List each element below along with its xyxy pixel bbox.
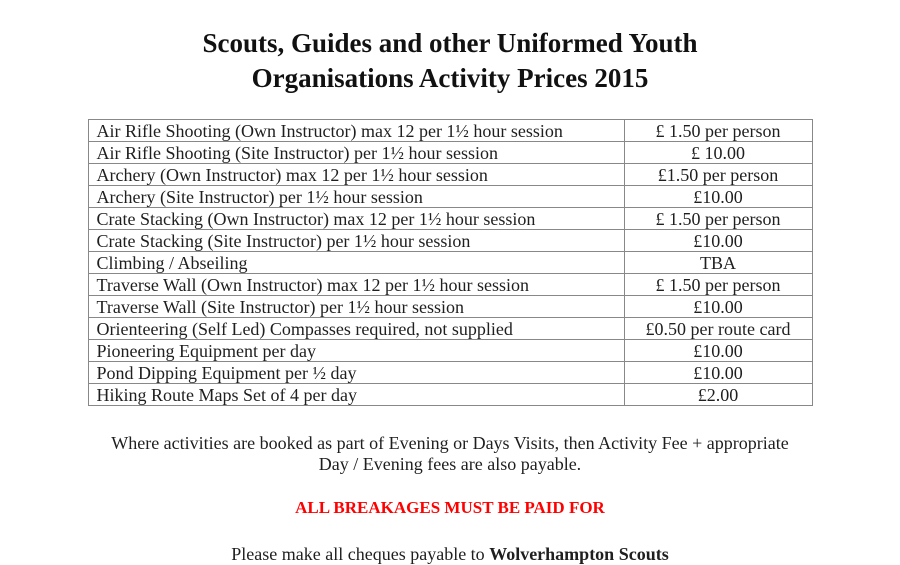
activity-cell: Archery (Own Instructor) max 12 per 1½ hour session xyxy=(88,164,624,186)
table-row xyxy=(88,384,812,406)
table-row xyxy=(88,362,812,384)
booking-note: Where activities are booked as part of Evening or Days Visits, then Activity Fee + appropriate Day / Evening fees are also payable. xyxy=(111,433,789,474)
activity-cell: Orienteering (Self Led) Compasses required, not supplied xyxy=(88,318,624,340)
table-row xyxy=(88,208,812,230)
table-row xyxy=(88,186,812,208)
price-cell: £ 1.50 per person xyxy=(624,120,812,142)
price-cell: £10.00 xyxy=(624,362,812,384)
activity-cell: Traverse Wall (Site Instructor) per 1½ hour session xyxy=(88,296,624,318)
price-cell: £10.00 xyxy=(624,186,812,208)
price-cell: £0.50 per route card xyxy=(624,318,812,340)
price-cell: £10.00 xyxy=(624,296,812,318)
table-row xyxy=(88,340,812,362)
activity-cell: Pond Dipping Equipment per ½ day xyxy=(88,362,624,384)
activity-cell: Air Rifle Shooting (Site Instructor) per 1½ hour session xyxy=(88,142,624,164)
page-title-line2: Organisations Activity Prices 2015 xyxy=(251,63,649,93)
price-cell: TBA xyxy=(624,252,812,274)
activity-cell: Pioneering Equipment per day xyxy=(88,340,624,362)
activity-cell: Archery (Site Instructor) per 1½ hour session xyxy=(88,186,624,208)
page-title xyxy=(0,0,900,96)
price-cell: £2.00 xyxy=(624,384,812,406)
page-title-line1: Scouts, Guides and other Uniformed Youth xyxy=(202,28,698,58)
table-row xyxy=(88,296,812,318)
price-cell: £ 1.50 per person xyxy=(624,208,812,230)
activity-cell: Hiking Route Maps Set of 4 per day xyxy=(88,384,624,406)
price-cell: £ 1.50 per person xyxy=(624,274,812,296)
activity-price-table xyxy=(88,119,813,406)
activity-cell: Climbing / Abseiling xyxy=(88,252,624,274)
price-cell: £10.00 xyxy=(624,340,812,362)
breakages-warning: ALL BREAKAGES MUST BE PAID FOR xyxy=(295,498,605,517)
price-cell: £1.50 per person xyxy=(624,164,812,186)
price-cell: £ 10.00 xyxy=(624,142,812,164)
activity-cell: Traverse Wall (Own Instructor) max 12 per 1½ hour session xyxy=(88,274,624,296)
table-row xyxy=(88,318,812,340)
table-row xyxy=(88,274,812,296)
table-row xyxy=(88,230,812,252)
cheque-payee: Wolverhampton Scouts xyxy=(489,544,669,564)
table-row xyxy=(88,120,812,142)
table-row xyxy=(88,252,812,274)
cheque-note-text: Please make all cheques payable to xyxy=(231,544,490,564)
activity-cell: Crate Stacking (Site Instructor) per 1½ hour session xyxy=(88,230,624,252)
activity-cell: Air Rifle Shooting (Own Instructor) max 12 per 1½ hour session xyxy=(88,120,624,142)
activity-cell: Crate Stacking (Own Instructor) max 12 per 1½ hour session xyxy=(88,208,624,230)
price-cell: £10.00 xyxy=(624,230,812,252)
table-row xyxy=(88,142,812,164)
table-row xyxy=(88,164,812,186)
